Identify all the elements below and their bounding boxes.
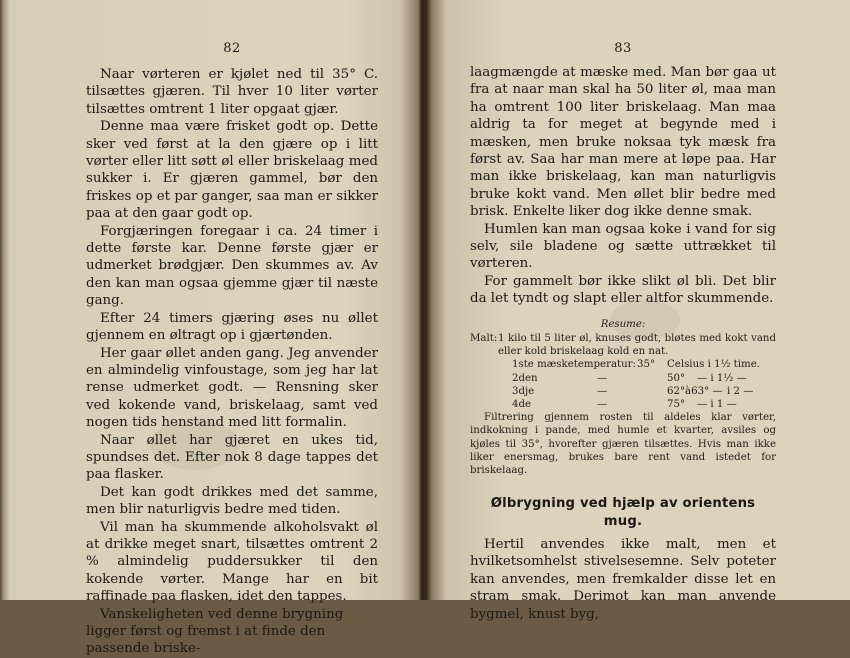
resume-row-label: 4de — [512, 398, 532, 410]
resume-row-dash: — — [597, 398, 608, 410]
resume-row-temp: 50° — [667, 372, 686, 384]
paragraph: Naar vørteren er kjølet ned til 35° C. tilsættes gjæren. Til hver 10 liter vørter tilsættes omtrent 1 liter opgaat gjær. — [86, 67, 378, 117]
left-page — [86, 0, 378, 657]
paragraph: Efter 24 timers gjæring øses nu øllet gjennem en øltragt op i gjærtønden. — [86, 310, 378, 344]
resume-row — [512, 398, 776, 411]
resume-row-temp: 75° — [667, 398, 686, 410]
resume-row — [512, 372, 776, 385]
paragraph: Naar øllet har gjæret en ukes tid, spundses det. Efter nok 8 dage tappes det paa flasker. — [86, 432, 378, 483]
resume-intro-label: Malt: — [470, 332, 498, 344]
paragraph: Her gaar øllet anden gang. Jeg anvender en almindelig vinfoustage, som jeg har lat rense udmerket godt. — Rensning sker ved kokende vand, briskelaag, samt ved nogen tids henstand med litt formalin. — [86, 345, 378, 431]
resume-row-unit: Celsius i 1½ time. — [667, 359, 760, 371]
paragraph: Forgjæringen foregaar i ca. 24 timer i dette første kar. Denne første gjær er udmerket brødgjær. Den skummes av. Av den kan man ogsaa gjemme gjær til næste gang. — [86, 223, 378, 309]
paragraph: Vanskeligheten ved denne brygning ligger først og fremst i at finde den passende briske- — [86, 606, 344, 657]
resume-row — [512, 358, 776, 371]
resume-row-label: 1ste mæsketemperatur: — [512, 359, 636, 371]
paragraph: Det kan godt drikkes med det samme, men blir naturligvis bedre med tiden. — [86, 484, 378, 518]
resume-row-unit: — i 1 — — [697, 398, 737, 410]
page-number: 83 — [614, 41, 632, 56]
section-heading: Ølbrygning ved hjælp av orientens mug. — [490, 496, 756, 529]
left-page-body — [86, 66, 378, 658]
paragraph: Humlen kan man ogsaa koke i vand for sig selv, sile bladene og sætte uttrækket til vørteren. — [470, 221, 776, 272]
resume-row-temp: 62°à63° — — [667, 385, 723, 397]
resume-row-unit: — i 1½ — — [697, 372, 747, 384]
resume-title: Resume: — [600, 318, 646, 330]
right-page-body — [470, 64, 776, 623]
paragraph: Hertil anvendes ikke malt, men et hvilketsomhelst stivelsesemne. Selv poteter kan anvendes, men fremkalder disse let en stram smak. Derimot kan man anvende bygmel, knust byg, — [470, 536, 776, 622]
paragraph: Denne maa være frisket godt op. Dette sker ved først at la den gjære op i litt vørter eller litt søtt øl eller briskelaag med sukker i. Er gjæren gammel, bør den friskes op et par ganger, saa man er sikker paa at den gaar godt op. — [86, 119, 378, 222]
resume-row — [512, 385, 776, 398]
paragraph: For gammelt bør ikke slikt øl bli. Det blir da let tyndt og slapt eller altfor skummende. — [470, 273, 776, 307]
resume-row-dash: — — [597, 385, 608, 397]
resume-note: Filtrering gjennem rosten til aldeles klar vørter, indkokning i pande, med humle et kvarter, avsiles og kjøles til 35°, hvorefter gjæren tilsættes. Hvis man ikke liker enersmag, brukes bare rent vand istedet for briskelaag. — [470, 412, 776, 476]
right-page — [470, 0, 776, 622]
resume-row-label: 2den — [512, 372, 538, 384]
resume-row-label: 3dje — [512, 385, 535, 397]
resume-row-unit: i 2 — — [727, 385, 754, 397]
resume-row-temp: 35° — [637, 359, 656, 371]
paragraph: laagmængde at mæske med. Man bør gaa ut fra at naar man skal ha 50 liter øl, maa man ha omtrent 100 liter briskelaag. Man maa aldrig ta for meget at begynde med i mæsken, men bruke noksaa tyk mæsk fra først av. Saa har man mere at løpe paa. Har man ikke briskelaag, kan man naturligvis bruke kokt vand. Men øllet blir bedre med brisk. Enkelte liker dog ikke denne smak. — [470, 65, 776, 220]
page-number: 82 — [223, 41, 241, 56]
resume-intro-text: 1 kilo til 5 liter øl, knuses godt, bløtes med kokt vand eller kold briskelaag kold en nat. — [498, 332, 776, 358]
resume-row-dash: — — [597, 372, 608, 384]
resume-intro — [470, 332, 776, 358]
paragraph: Vil man ha skummende alkoholsvakt øl at drikke meget snart, tilsættes omtrent 2 % almindelig puddersukker til den kokende vørter. Mange har en bit raffinade paa flasken, idet den tappes. — [86, 519, 378, 605]
resume-box — [470, 318, 776, 477]
